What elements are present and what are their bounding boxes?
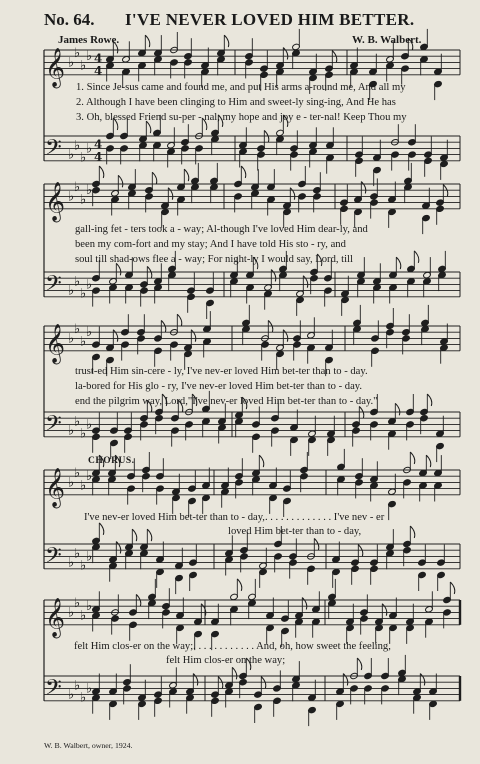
note-flag (414, 251, 419, 263)
flat-icon: ♭ (68, 605, 75, 621)
flat-icon: ♭ (80, 608, 87, 624)
note-flag (420, 674, 425, 686)
flat-icon: ♭ (80, 286, 87, 302)
flat-icon: ♭ (86, 49, 93, 65)
note-flag (147, 529, 152, 541)
flat-icon: ♭ (68, 331, 75, 347)
note-flag (184, 169, 189, 181)
note-flag (152, 172, 157, 184)
note-flag (302, 598, 307, 610)
note-flag (382, 604, 387, 616)
note-flag (132, 529, 137, 541)
flat-icon: ♭ (86, 325, 93, 341)
hymn-title: I'VE NEVER LOVED HIM BETTER. (125, 10, 415, 29)
note-flag (177, 314, 182, 326)
note-flag (290, 188, 295, 200)
lyric-line-s1-v3: 3. Oh, blessed Friend su-per - nal, my hope and joy e - ter-nal! Keep Thou my (76, 112, 407, 123)
flat-icon: ♭ (68, 147, 75, 163)
treble-clef-icon: 𝄞 (45, 181, 66, 222)
flat-icon: ♭ (86, 599, 93, 615)
note-flag (191, 330, 196, 342)
flat-icon: ♭ (68, 475, 75, 491)
flat-icon: ♭ (68, 555, 75, 571)
note-flag (271, 270, 276, 282)
flat-icon: ♭ (68, 423, 75, 439)
note-flag (237, 579, 242, 591)
note-flag (410, 526, 415, 538)
note-flag (283, 48, 288, 60)
treble-clef-icon: 𝄞 (45, 597, 66, 638)
treble-clef-icon: 𝄞 (45, 323, 66, 364)
time-signature-bottom: 4 (94, 63, 103, 78)
lyric-line-s3-v1: trust-ed Him sin-cere - ly, I've nev-er loved Him bet-ter than to - day. (75, 366, 368, 377)
note-flag (113, 41, 118, 53)
flat-icon: ♭ (74, 180, 81, 196)
lyric-line-s2-v1: gall-ing fet - ters took a - way; Al-though I've loved Him dear-ly, and (75, 224, 368, 235)
note-flag (361, 182, 366, 194)
lyric-line-s2-v2: been my com-fort and my stay; And I have told His sto - ry, and (75, 239, 346, 250)
hymn-number: No. 64. (44, 10, 95, 29)
bass-clef-icon: 𝄢 (45, 675, 62, 706)
note-flag (357, 658, 362, 670)
note-flag (99, 523, 104, 535)
lyricist-credit: James Rowe. (58, 34, 120, 46)
flat-icon: ♭ (86, 469, 93, 485)
note-flag (232, 667, 237, 679)
note-flag (450, 582, 455, 594)
note-flag (408, 38, 413, 50)
note-flag (283, 330, 288, 342)
flat-icon: ♭ (80, 192, 87, 208)
chorus-lyric-line-1: I've nev-er loved Him bet-ter than to - day,. . . . . . . . . . . . . I've nev - er (84, 512, 385, 523)
flat-icon: ♭ (74, 322, 81, 338)
note-flag (224, 35, 229, 47)
chorus-lyric-line-4: felt Him clos-er on the way; (166, 655, 286, 666)
flat-icon: ♭ (80, 690, 87, 706)
flat-icon: ♭ (68, 687, 75, 703)
flat-icon: ♭ (80, 478, 87, 494)
flat-icon: ♭ (80, 58, 87, 74)
time-signature-top: 4 (94, 51, 103, 66)
flat-icon: ♭ (80, 558, 87, 574)
note-flag (193, 674, 198, 686)
note-flag (395, 403, 400, 415)
flat-icon: ♭ (86, 417, 93, 433)
note-flag (241, 166, 246, 178)
treble-clef-icon: 𝄞 (45, 467, 66, 508)
flat-icon: ♭ (68, 283, 75, 299)
flat-icon: ♭ (74, 138, 81, 154)
flat-icon: ♭ (74, 678, 81, 694)
flat-icon: ♭ (74, 414, 81, 430)
copyright-footer: W. B. Walbert, owner, 1924. (44, 741, 133, 750)
flat-icon: ♭ (86, 277, 93, 293)
note-flag (116, 263, 121, 275)
flat-icon: ♭ (74, 274, 81, 290)
composer-credit: W. B. Walbert. (352, 34, 422, 46)
flat-icon: ♭ (80, 150, 87, 166)
chorus-lyric-line-3: felt Him clos-er on the way;. . . . . . . . . . . . And, oh, how sweet the feeling, (74, 641, 391, 652)
lyric-line-s2-v3: soul till shad-ows flee a - way; For night-ly I would say, Lord, till (75, 254, 353, 265)
treble-clef-icon: 𝄞 (45, 47, 66, 88)
lyric-line-s3-v2: la-bored for His glo - ry, I've nev-er loved Him bet-ter than to - day. (75, 381, 363, 392)
note-flag (145, 35, 150, 47)
note-flag (410, 452, 415, 464)
note-flag (426, 455, 431, 467)
flat-icon: ♭ (80, 426, 87, 442)
flat-icon: ♭ (74, 596, 81, 612)
note-flag (427, 394, 432, 406)
flat-icon: ♭ (68, 189, 75, 205)
note-flag (168, 188, 173, 200)
flat-icon: ♭ (74, 546, 81, 562)
flat-icon: ♭ (74, 46, 81, 62)
flat-icon: ♭ (86, 141, 93, 157)
flat-icon: ♭ (68, 55, 75, 71)
lyric-line-s3-v3: end the pilgrim way, Lord,"I've nev-er loved Him bet-ter than to - day." (75, 396, 378, 407)
note-flag (303, 276, 308, 288)
note-flag (118, 175, 123, 187)
note-flag (259, 455, 264, 467)
flat-icon: ♭ (86, 549, 93, 565)
flat-icon: ♭ (86, 183, 93, 199)
flat-icon: ♭ (86, 681, 93, 697)
flat-icon: ♭ (74, 466, 81, 482)
note-flag (99, 166, 104, 178)
flat-icon: ♭ (80, 334, 87, 350)
bass-clef-icon: 𝄢 (45, 135, 62, 166)
bass-clef-icon: 𝄢 (45, 271, 62, 302)
note-flag (343, 674, 348, 686)
note-flag (116, 542, 121, 554)
lyric-line-s1-v1: 1. Since Je-sus came and found me, and put His arms a-round me, And all my (76, 82, 406, 93)
bass-clef-icon: 𝄢 (45, 543, 62, 574)
bass-clef-icon: 𝄢 (45, 411, 62, 442)
chorus-lyric-line-2: loved Him bet-ter than to - day, (228, 526, 362, 537)
time-signature-bottom: 4 (94, 149, 103, 164)
lyric-line-s1-v2: 2. Although I have been clinging to Him and sweet-ly sing-ing, And He has (76, 97, 396, 108)
chorus-label: CHORUS. (88, 456, 135, 466)
note-flag (113, 330, 118, 342)
time-signature-top: 4 (94, 137, 103, 152)
note-flag (396, 257, 401, 269)
